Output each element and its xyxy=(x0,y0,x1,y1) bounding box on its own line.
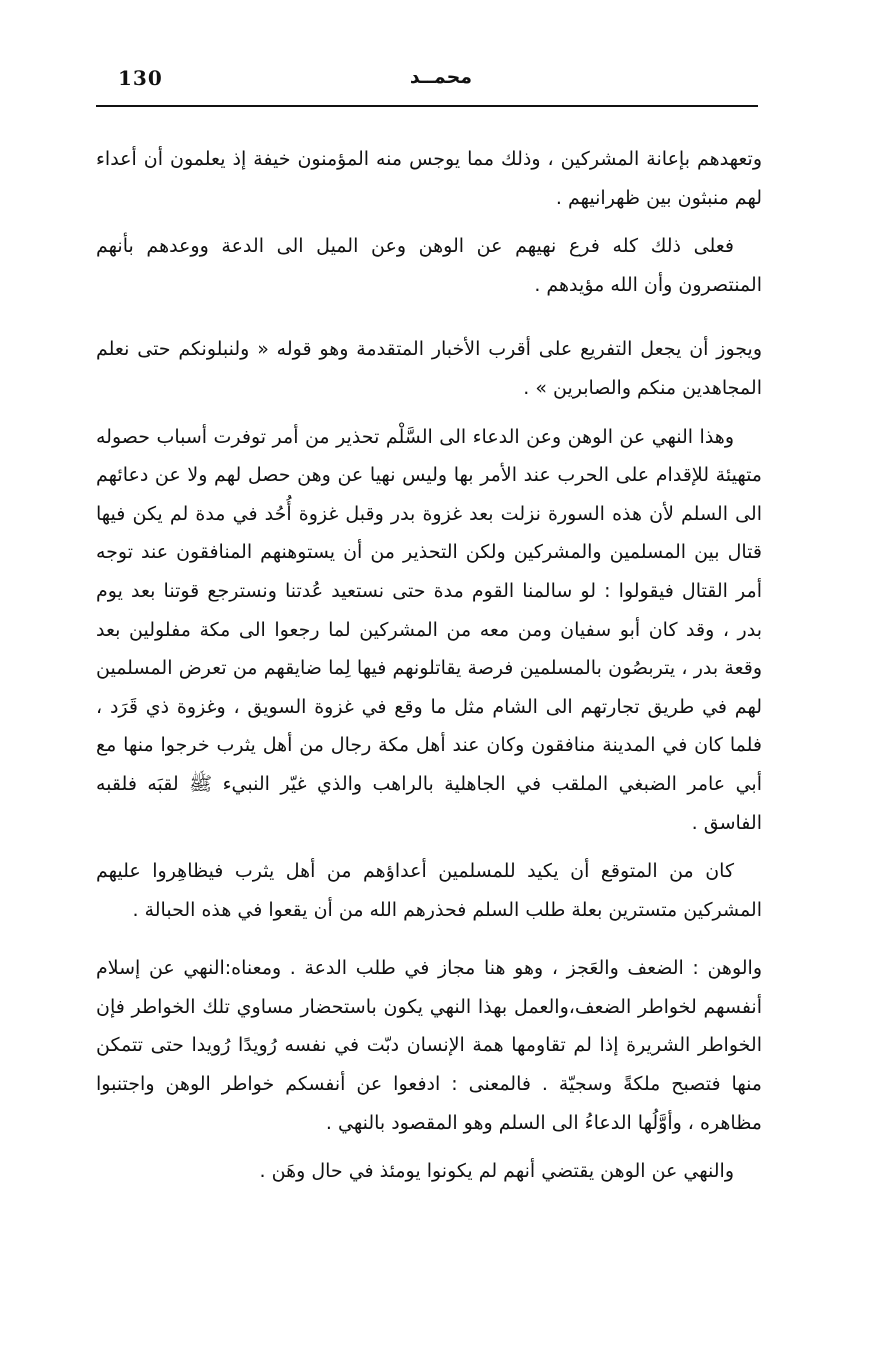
running-title: محمــد xyxy=(409,66,473,88)
paragraph-5: كان من المتوقع أن يكيد للمسلمين أعداؤهم من أهل يثرب فيظاهِروا عليهم المشركين متسترين بعلة طلب السلم فحذرهم الله من أن يقعوا في هذه الحبالة . xyxy=(96,860,762,921)
paragraph-2: فعلى ذلك كله فرع نهيهم عن الوهن وعن الميل الى الدعة ووعدهم بأنهم المنتصرون وأن الله مؤيدهم . xyxy=(96,235,762,296)
paragraph-3: ويجوز أن يجعل التفريع على أقرب الأخبار المتقدمة وهو قوله « ولنبلونكم حتى نعلم المجاهدين منكم والصابرين » . xyxy=(96,338,762,399)
page-header xyxy=(96,62,758,106)
page-number: 130 xyxy=(118,66,163,90)
paragraph-4: وهذا النهي عن الوهن وعن الدعاء الى السَّلْم تحذير من أمر توفرت أسباب حصوله متهيئة للإقدام على الحرب عند الأمر بها وليس نهيا عن وهن حصل لهم ولا عن دعائهم الى السلم لأن هذه السورة نزلت بعد غزوة بدر وقبل غزوة أُحُد في مدة لم يكن فيها قتال بين المسلمين والمشركين ولكن التحذير من أن يستوهنهم المنافقون عند توجه أمر القتال فيقولوا : لو سالمنا القوم مدة حتى نستعيد عُدتنا ونسترجع قوتنا بعد يوم بدر ، وقد كان أبو سفيان ومن معه من المشركين لما رجعوا الى مكة مفلولين بعد وقعة بدر ، يتربصُون بالمسلمين فرصة يقاتلونهم فيها لِما ضايقهم من تعرض المسلمين لهم في طريق تجارتهم الى الشام مثل ما وقع في غزوة السويق ، وغزوة ذي قَرَد ، فلما كان في المدينة منافقون وكان عند أهل مكة رجال من أهل يثرب خرجوا منها مع أبي عامر الضبغي الملقب في الجاهلية بالراهب والذي غيّر النبيء ﷺ لقبَه فلقبه الفاسق . xyxy=(96,425,762,834)
paragraph-7: والنهي عن الوهن يقتضي أنهم لم يكونوا يومئذ في حال وهَن . xyxy=(259,1160,734,1183)
header-rule xyxy=(96,105,758,107)
body-text xyxy=(96,140,762,1191)
paragraph-6: والوهن : الضعف والعَجز ، وهو هنا مجاز في طلب الدعة . ومعناه:النهي عن إسلام أنفسهم لخواطر الضعف،والعمل بهذا النهي يكون باستحضار مساوي تلك الخواطر فإن الخواطر الشريرة إذا لم تقاومها همة الإنسان دبّت في نفسه رُويدًا رُويدا حتى تتمكن منها فتصبح ملكةً وسجيّة . فالمعنى : ادفعوا عن أنفسكم خواطر الوهن واجتنبوا مظاهره ، وأوَّلُها الدعاءُ الى السلم وهو المقصود بالنهي . xyxy=(96,957,762,1134)
paragraph-1: وتعهدهم بإعانة المشركين ، وذلك مما يوجس منه المؤمنون خيفة إذ يعلمون أن أعداء لهم منبثون بين ظهرانيهم . xyxy=(96,148,762,209)
